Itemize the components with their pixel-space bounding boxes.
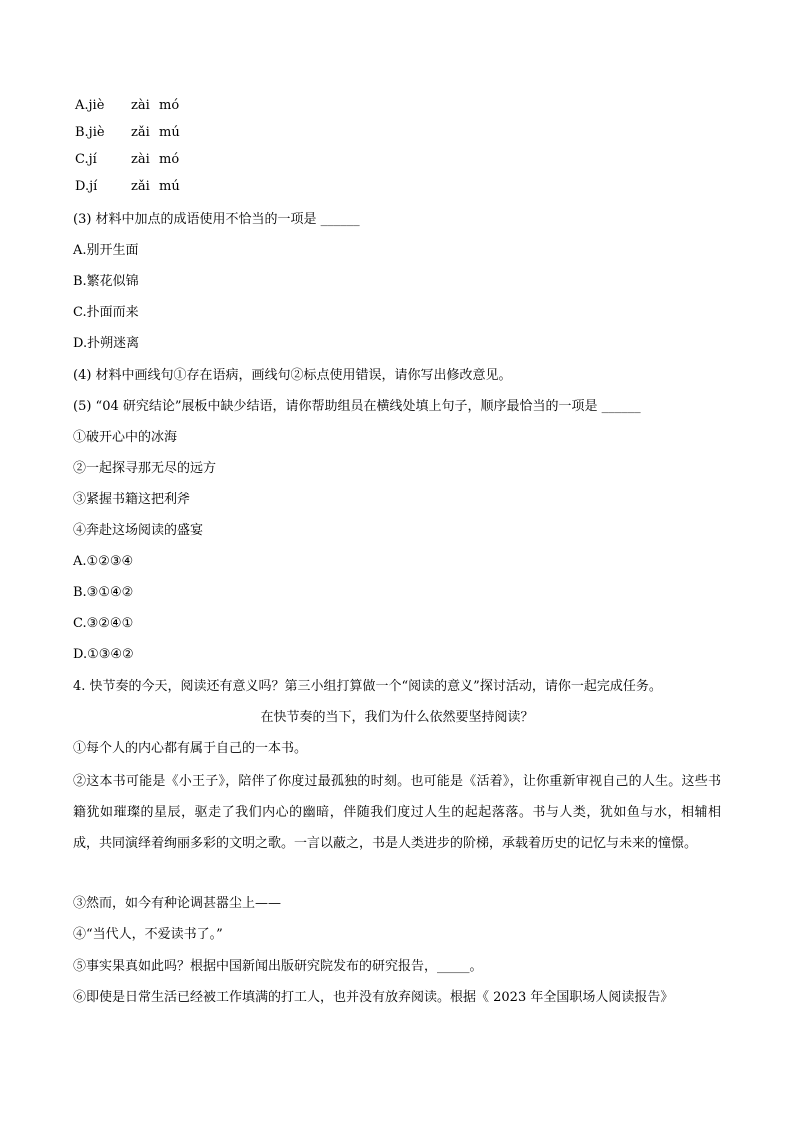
question-5-option-d: D.①③④② [73,647,134,662]
pinyin-option-label: A.jiè [75,98,105,113]
question-5-sentence-2: ②一起探寻那无尽的远方 [73,461,217,476]
question-3-option-a: A.别开生面 [73,243,139,258]
pinyin-option-a [75,97,235,115]
pinyin-option-c: mó [159,152,180,167]
question-5-sentence-3: ③紧握书籍这把利斧 [73,492,191,507]
pinyin-option-c: mú [159,125,180,140]
question-3-option-d: D.扑朔迷离 [73,336,140,351]
question-5-sentence-4: ④奔赴这场阅读的盛宴 [73,523,204,538]
question-3-option-c: C.扑面而来 [73,305,139,320]
passage-title: 在快节奏的当下，我们为什么依然要坚持阅读？ [260,710,534,725]
question-3-stem: (3) 材料中加点的成语使用不恰当的一项是 ______ [73,212,360,227]
passage-paragraph-6: ⑥即使是日常生活已经被工作填满的打工人，也并没有放弃阅读。根据《 2023 年全国职场人阅读报告》 [73,990,674,1005]
passage-paragraph-2: ②这本书可能是《小王子》，陪伴了你度过最孤独的时刻。也可能是《活着》，让你重新审视自己的人生。这些书籍犹如璀璨的星辰，驱走了我们内心的幽暗，伴随我们度过人生的起起落落。书与人类，犹如鱼与水，相辅相成，共同演绎着绚丽多彩的文明之歌。一言以蔽之，书是人类进步的阶梯，承载着历史的记忆与未来的憧憬。 [73,774,721,851]
pinyin-option-label: D.jí [75,179,98,194]
question-5-sentence-1: ①破开心中的冰海 [73,430,178,445]
question-5-option-c: C.③②④① [73,616,134,631]
pinyin-option-b [75,124,235,142]
passage-paragraph-1: ①每个人的内心都有属于自己的一本书。 [73,741,308,756]
pinyin-option-b: zǎi [131,125,150,140]
question-5-option-a: A.①②③④ [73,554,134,569]
question-3-option-b: B.繁花似锦 [73,274,139,289]
pinyin-option-c: mú [159,179,180,194]
pinyin-option-c [75,151,235,169]
passage-paragraph-5: ⑤事实果真如此吗？根据中国新闻出版研究院发布的研究报告，_____。 [73,959,483,974]
question-5-option-b: B.③①④② [73,585,134,600]
question-4-sub-stem: (4) 材料中画线句①存在语病，画线句②标点使用错误，请你写出修改意见。 [73,368,512,383]
question-5-stem: (5) “04 研究结论”展板中缺少结语，请你帮助组员在横线处填上句子，顺序最恰当的一项是 ______ [73,399,641,414]
pinyin-option-label: C.jí [75,152,97,167]
passage-paragraph-4: ④“当代人，不爱读书了。” [73,927,223,942]
pinyin-option-b: zǎi [131,179,150,194]
pinyin-option-b: zài [131,152,150,167]
passage-paragraph-3: ③然而，如今有种论调甚嚣尘上—— [73,896,282,911]
pinyin-option-d [75,178,235,196]
pinyin-option-c: mó [159,98,180,113]
pinyin-option-label: B.jiè [75,125,105,140]
question-4-stem: 4. 快节奏的今天，阅读还有意义吗？第三小组打算做一个“阅读的意义”探讨活动，请你一起完成任务。 [73,679,662,694]
pinyin-option-b: zài [131,98,150,113]
